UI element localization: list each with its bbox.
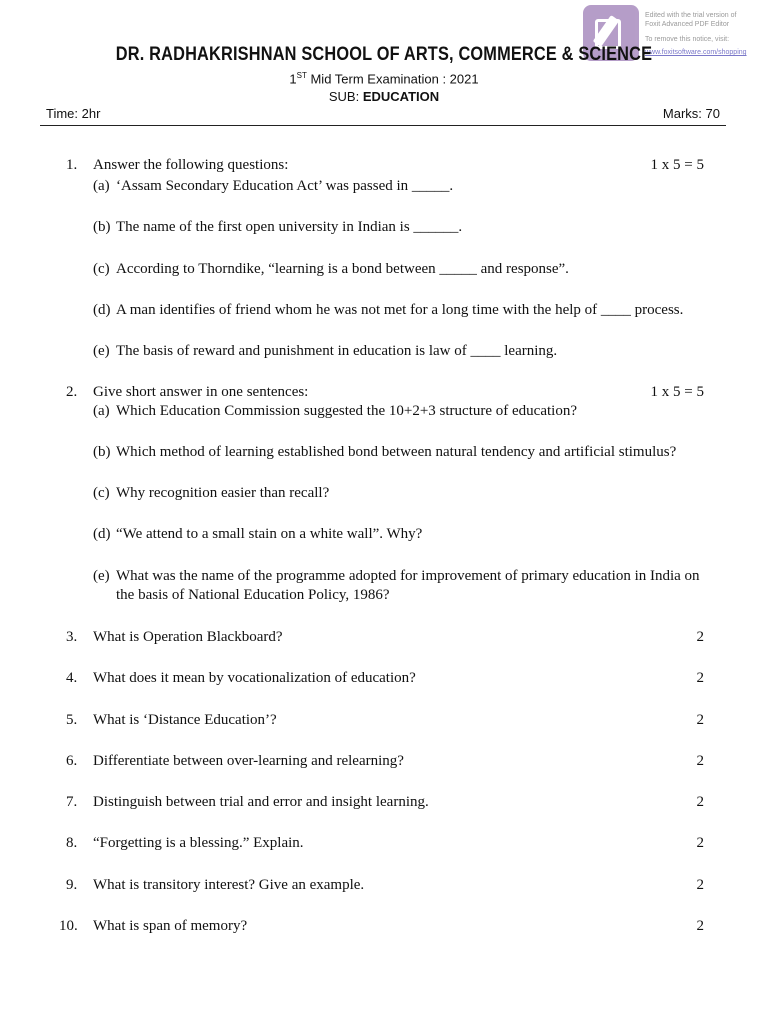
question-part: (a) Which Education Commission suggested the 10+2+3 structure of education? [93, 403, 577, 419]
question-part: (e) What was the name of the programme adopted for improvement of primary education in India on the basis of National Education Policy, 1986? [93, 568, 700, 603]
question-marks: 2 [696, 794, 704, 810]
question-marks: 2 [696, 918, 704, 934]
question-marks: 1 x 5 = 5 [650, 384, 704, 400]
watermark-text: Edited with the trial version of Foxit Advanced PDF Editor To remove this notice, visit: [645, 12, 737, 43]
question-marks: 2 [696, 629, 704, 645]
question-part: (b) Which method of learning established bond between natural tendency and artificial stimulus? [93, 444, 677, 460]
question-marks: 2 [696, 753, 704, 769]
question-part: (d) A man identifies of friend whom he was not met for a long time with the help of ____ process. [93, 302, 684, 318]
exam-header [0, 44, 768, 104]
exam-title: 1ST Mid Term Examination : 2021 [289, 71, 479, 87]
question-part: (c) According to Thorndike, “learning is a bond between _____ and response”. [93, 261, 569, 277]
question-marks: 2 [696, 835, 704, 851]
exam-meta [46, 106, 720, 121]
question-part: (d) “We attend to a small stain on a white wall”. Why? [93, 526, 423, 542]
question-part: (b) The name of the first open university in Indian is ______. [93, 219, 463, 235]
header-divider [40, 125, 726, 126]
question-part: (a) ‘Assam Secondary Education Act’ was passed in _____. [93, 178, 454, 194]
subject-name: EDUCATION [362, 89, 440, 105]
question-marks: 2 [696, 670, 704, 686]
question-marks: 2 [696, 877, 704, 893]
question-part: (e) The basis of reward and punishment in education is law of ____ learning. [93, 343, 558, 359]
time-allowed: Time: 2hr [46, 106, 101, 121]
question-marks: 2 [696, 712, 704, 728]
school-name: DR. RADHAKRISHNAN SCHOOL OF ARTS, COMMERCE & SCIENCE [115, 44, 653, 65]
question-part: (c) Why recognition easier than recall? [93, 485, 330, 501]
total-marks: Marks: 70 [662, 106, 720, 121]
subject-line: SUB: EDUCATION [328, 89, 440, 105]
watermark-link[interactable]: www.foxitsoftware.com/shopping [645, 49, 747, 56]
question-marks: 1 x 5 = 5 [650, 157, 704, 173]
